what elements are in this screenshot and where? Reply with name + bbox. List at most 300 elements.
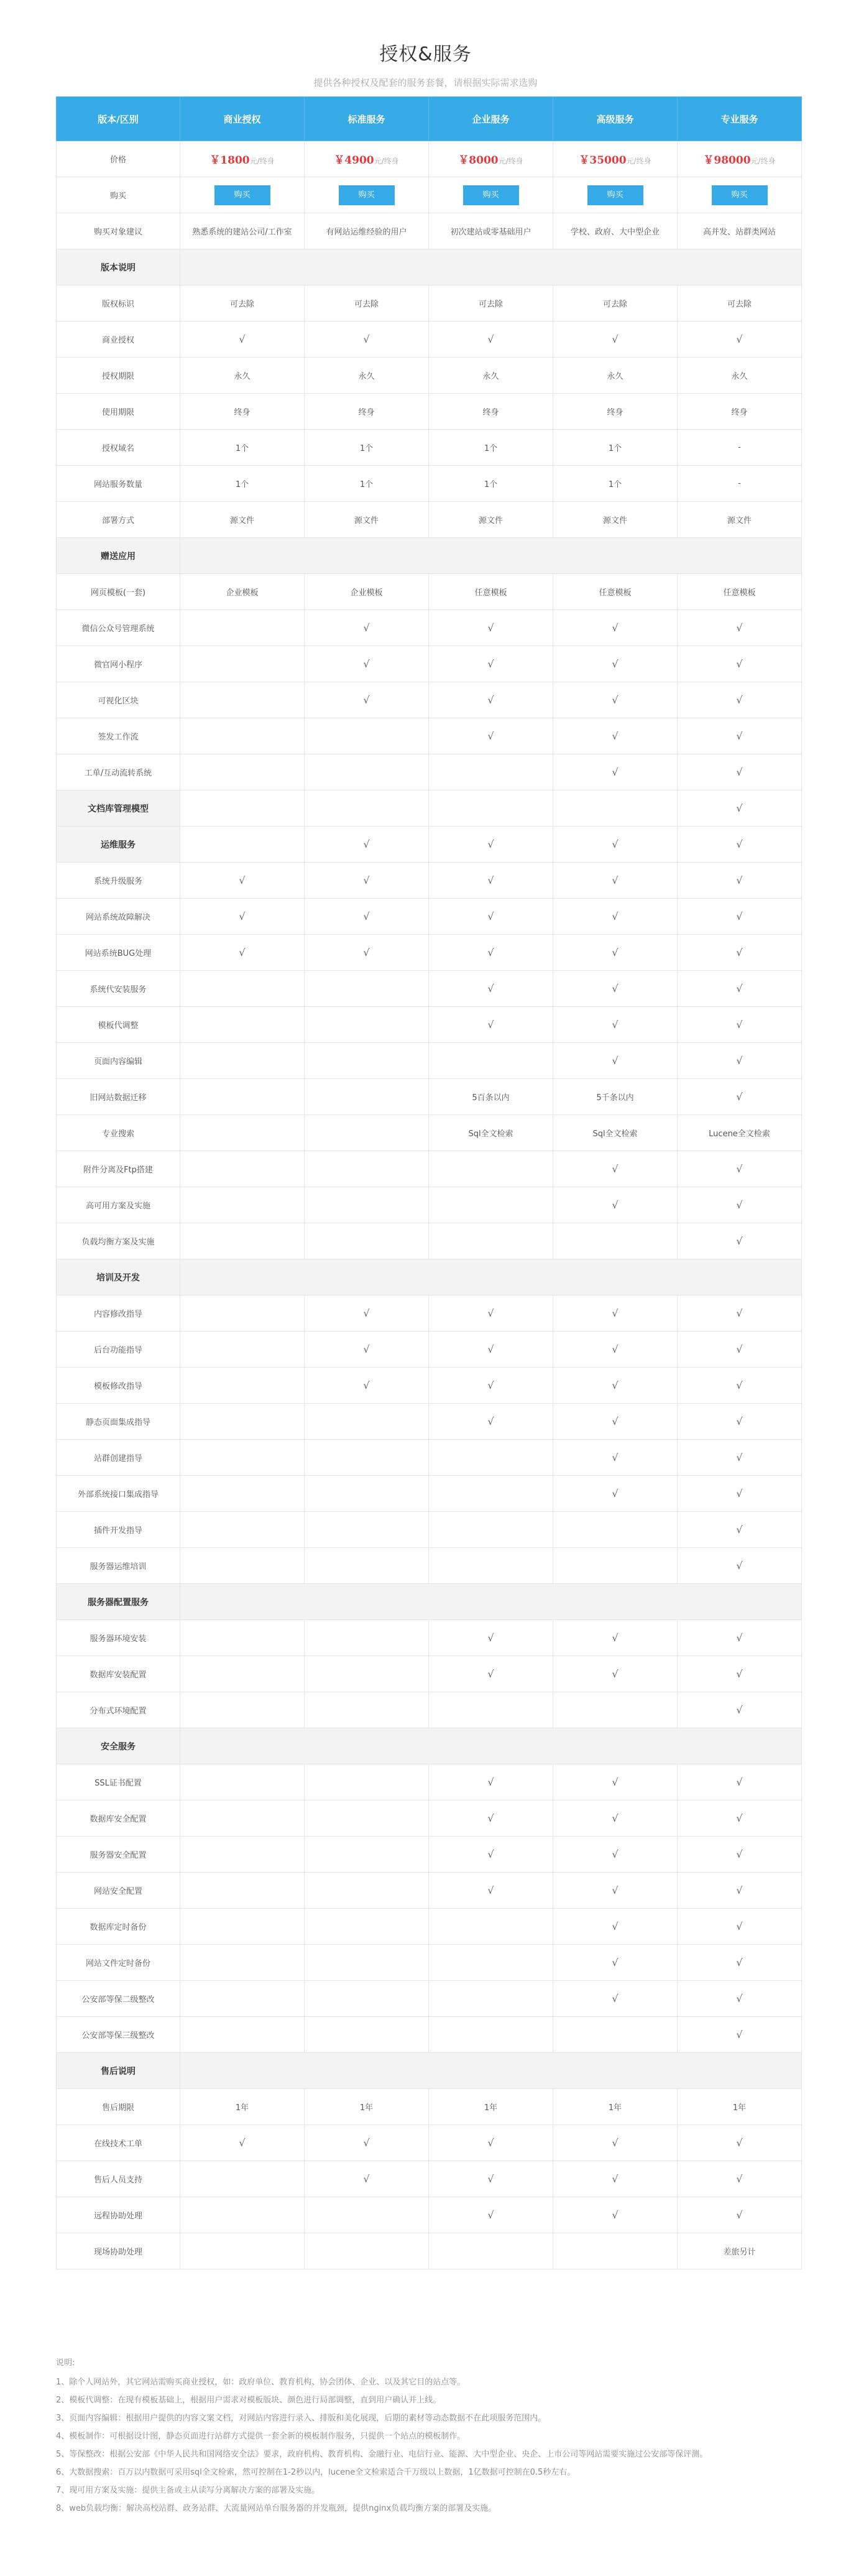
feature-cell: [305, 790, 429, 827]
row-label: 站群创建指导: [57, 1440, 180, 1476]
section-fill: [180, 1584, 802, 1620]
feature-row: [57, 935, 802, 971]
feature-cell: 终身: [305, 394, 429, 430]
page-subtitle: 提供各种授权及配套的服务套餐，请根据实际需求选购: [313, 77, 538, 88]
price-amount: ￥1800: [209, 154, 250, 167]
feature-cell: √: [678, 1007, 802, 1043]
price-amount: ￥35000: [579, 154, 627, 167]
feature-cell: [180, 1800, 305, 1837]
feature-cell: √: [553, 1332, 678, 1368]
feature-cell: √: [678, 1512, 802, 1548]
row-label: 公安部等保二级整改: [57, 1981, 180, 2017]
row-label: 网站系统故障解决: [57, 899, 180, 935]
feature-cell: [180, 718, 305, 754]
feature-cell: [429, 790, 553, 827]
feature-row: [57, 1873, 802, 1909]
feature-cell: √: [553, 971, 678, 1007]
buy-cell: [305, 177, 429, 213]
feature-cell: √: [678, 2161, 802, 2197]
section-fill: [180, 1259, 802, 1295]
column-header: 标准服务: [305, 97, 429, 141]
feature-cell: 5百条以内: [429, 1079, 553, 1115]
buy-cell: [553, 177, 678, 213]
row-label: 使用期限: [57, 394, 180, 430]
feature-cell: √: [553, 899, 678, 935]
feature-cell: √: [553, 2161, 678, 2197]
feature-cell: 任意模板: [553, 574, 678, 610]
feature-cell: √: [553, 1909, 678, 1945]
row-label: 网站安全配置: [57, 1873, 180, 1909]
feature-row: [57, 1151, 802, 1187]
feature-cell: √: [678, 1440, 802, 1476]
feature-row: [57, 1404, 802, 1440]
section-row: [57, 827, 802, 863]
feature-row: [57, 646, 802, 682]
price-cell: [429, 141, 553, 177]
row-label: 部署方式: [57, 502, 180, 538]
feature-cell: √: [678, 1404, 802, 1440]
feature-cell: 源文件: [553, 502, 678, 538]
feature-cell: [429, 1909, 553, 1945]
feature-cell: √: [553, 1151, 678, 1187]
feature-cell: [553, 1692, 678, 1728]
section-label: 服务器配置服务: [57, 1584, 180, 1620]
feature-cell: √: [678, 1837, 802, 1873]
feature-cell: √: [180, 935, 305, 971]
feature-row: [57, 1837, 802, 1873]
feature-cell: √: [429, 1620, 553, 1656]
buy-cell: [180, 177, 305, 213]
buy-button[interactable]: 购买: [463, 185, 519, 205]
feature-cell: 1个: [553, 430, 678, 466]
feature-cell: 学校、政府、大中型企业: [553, 213, 678, 249]
feature-cell: [180, 646, 305, 682]
feature-cell: √: [429, 2125, 553, 2161]
feature-cell: √: [553, 322, 678, 358]
feature-cell: √: [678, 1332, 802, 1368]
feature-cell: 1年: [180, 2089, 305, 2125]
row-label: 附件分离及Ftp搭建: [57, 1151, 180, 1187]
feature-cell: [305, 1404, 429, 1440]
buy-button[interactable]: 购买: [587, 185, 643, 205]
price-cell: [180, 141, 305, 177]
row-label: 页面内容编辑: [57, 1043, 180, 1079]
buy-cell: [678, 177, 802, 213]
section-fill: [180, 538, 802, 574]
feature-cell: [429, 1440, 553, 1476]
feature-cell: √: [553, 1620, 678, 1656]
feature-cell: √: [553, 1656, 678, 1692]
row-label: 静态页面集成指导: [57, 1404, 180, 1440]
feature-cell: √: [678, 1151, 802, 1187]
feature-cell: √: [553, 646, 678, 682]
feature-cell: √: [305, 1368, 429, 1404]
feature-cell: √: [429, 1368, 553, 1404]
feature-cell: √: [305, 935, 429, 971]
feature-cell: 终身: [553, 394, 678, 430]
feature-cell: √: [553, 1440, 678, 1476]
buy-button[interactable]: 购买: [339, 185, 395, 205]
price-cell: [305, 141, 429, 177]
feature-cell: √: [553, 1404, 678, 1440]
feature-cell: [429, 1151, 553, 1187]
row-label: 后台功能指导: [57, 1332, 180, 1368]
feature-cell: √: [305, 610, 429, 646]
feature-cell: √: [429, 646, 553, 682]
feature-cell: √: [305, 899, 429, 935]
feature-cell: 初次建站或零基础用户: [429, 213, 553, 249]
feature-cell: √: [553, 827, 678, 863]
feature-cell: 终身: [429, 394, 553, 430]
price-amount: ￥98000: [703, 154, 751, 167]
feature-cell: √: [429, 2197, 553, 2233]
feature-cell: √: [678, 610, 802, 646]
price-amount: ￥4900: [334, 154, 374, 167]
note-item: 2、模板代调整：在现有模板基础上，根据用户需求对模板版块、颜色进行局部调整，直到用户确认并上线。: [56, 2396, 441, 2405]
row-label: 网站服务数量: [57, 466, 180, 502]
feature-row: [57, 2017, 802, 2053]
feature-cell: 源文件: [180, 502, 305, 538]
feature-cell: [305, 1656, 429, 1692]
feature-cell: √: [678, 2125, 802, 2161]
feature-cell: [429, 1548, 553, 1584]
feature-row: [57, 1079, 802, 1115]
feature-cell: √: [429, 1332, 553, 1368]
section-label: 运维服务: [57, 827, 180, 863]
feature-cell: 永久: [429, 358, 553, 394]
feature-cell: √: [553, 1007, 678, 1043]
feature-cell: √: [678, 1909, 802, 1945]
feature-cell: [180, 1187, 305, 1223]
feature-row: [57, 1800, 802, 1837]
feature-cell: [180, 971, 305, 1007]
feature-cell: √: [429, 610, 553, 646]
feature-row: [57, 2089, 802, 2125]
feature-cell: 企业模板: [180, 574, 305, 610]
feature-cell: √: [429, 1007, 553, 1043]
section-row: [57, 790, 802, 827]
table-header-row: [57, 97, 802, 141]
feature-cell: √: [305, 1332, 429, 1368]
feature-cell: √: [678, 1873, 802, 1909]
feature-cell: √: [678, 1187, 802, 1223]
feature-cell: [305, 971, 429, 1007]
price-unit: 元/终身: [249, 157, 275, 165]
feature-cell: √: [553, 1187, 678, 1223]
feature-cell: √: [305, 2125, 429, 2161]
feature-cell: √: [678, 1548, 802, 1584]
row-label: 授权期限: [57, 358, 180, 394]
feature-row: [57, 358, 802, 394]
feature-cell: √: [429, 682, 553, 718]
feature-cell: 1个: [429, 466, 553, 502]
feature-cell: [180, 1115, 305, 1151]
feature-cell: [305, 1692, 429, 1728]
feature-cell: √: [305, 322, 429, 358]
feature-cell: [429, 2233, 553, 2269]
feature-cell: Sql全文检索: [553, 1115, 678, 1151]
feature-cell: [180, 2017, 305, 2053]
feature-cell: [180, 1873, 305, 1909]
row-label: 售后期限: [57, 2089, 180, 2125]
feature-cell: [180, 1007, 305, 1043]
feature-cell: [553, 1548, 678, 1584]
feature-cell: √: [553, 754, 678, 790]
feature-cell: √: [305, 2161, 429, 2197]
feature-cell: -: [678, 430, 802, 466]
price-unit: 元/终身: [374, 157, 399, 165]
feature-cell: √: [553, 1043, 678, 1079]
feature-row: [57, 1368, 802, 1404]
feature-cell: [305, 1151, 429, 1187]
feature-cell: √: [180, 2125, 305, 2161]
feature-cell: 源文件: [429, 502, 553, 538]
feature-cell: √: [429, 322, 553, 358]
feature-cell: √: [429, 1295, 553, 1332]
buy-row: [57, 177, 802, 213]
feature-cell: [180, 1476, 305, 1512]
feature-cell: [429, 1187, 553, 1223]
feature-cell: [305, 1476, 429, 1512]
feature-row: [57, 1548, 802, 1584]
feature-cell: √: [429, 1404, 553, 1440]
feature-cell: [305, 1043, 429, 1079]
feature-row: [57, 1043, 802, 1079]
note-item: 1、除个人网站外，其它网站需购买商业授权，如：政府单位、教育机构、协会团体、企业、以及其它目的站点等。: [56, 2378, 466, 2387]
feature-cell: √: [429, 863, 553, 899]
row-label: 签发工作流: [57, 718, 180, 754]
feature-cell: √: [553, 1873, 678, 1909]
page-title: 授权&服务: [379, 44, 472, 65]
feature-cell: [305, 754, 429, 790]
feature-cell: [180, 1043, 305, 1079]
feature-cell: 有网站运维经验的用户: [305, 213, 429, 249]
row-label: 专业搜索: [57, 1115, 180, 1151]
feature-row: [57, 285, 802, 322]
feature-cell: √: [678, 1800, 802, 1837]
feature-row: [57, 1981, 802, 2017]
column-header: 版本/区别: [57, 97, 180, 141]
feature-cell: [180, 754, 305, 790]
feature-cell: 1个: [180, 466, 305, 502]
feature-row: [57, 1945, 802, 1981]
feature-cell: 高并发、站群类网站: [678, 213, 802, 249]
feature-cell: √: [678, 646, 802, 682]
feature-cell: [305, 1115, 429, 1151]
row-label: 网站文件定时备份: [57, 1945, 180, 1981]
row-label: 购买对象建议: [57, 213, 180, 249]
feature-cell: 源文件: [678, 502, 802, 538]
buy-button[interactable]: 购买: [214, 185, 270, 205]
section-row: [57, 1584, 802, 1620]
feature-cell: √: [678, 790, 802, 827]
feature-row: [57, 1115, 802, 1151]
feature-cell: [305, 1800, 429, 1837]
feature-cell: 1个: [180, 430, 305, 466]
feature-cell: [553, 2233, 678, 2269]
feature-cell: 1年: [678, 2089, 802, 2125]
row-label: 高可用方案及实施: [57, 1187, 180, 1223]
section-fill: [180, 249, 802, 285]
feature-cell: [180, 2233, 305, 2269]
column-header: 商业授权: [180, 97, 305, 141]
note-item: 8、web负载均衡：解决高校站群、政务站群、大流量网站单台服务器的并发瓶颈，提供nginx负载均衡方案的部署及实施。: [56, 2504, 497, 2513]
feature-row: [57, 863, 802, 899]
row-label: 服务器运维培训: [57, 1548, 180, 1584]
feature-cell: [553, 2017, 678, 2053]
feature-cell: [180, 1945, 305, 1981]
feature-cell: √: [429, 1764, 553, 1800]
feature-cell: √: [678, 827, 802, 863]
feature-cell: 可去除: [305, 285, 429, 322]
row-label: 微官网小程序: [57, 646, 180, 682]
section-row: [57, 249, 802, 285]
feature-cell: 1年: [429, 2089, 553, 2125]
row-label: 系统代安装服务: [57, 971, 180, 1007]
feature-cell: √: [180, 322, 305, 358]
feature-cell: -: [678, 466, 802, 502]
feature-row: [57, 1512, 802, 1548]
feature-cell: 1个: [429, 430, 553, 466]
feature-cell: √: [180, 899, 305, 935]
buy-button[interactable]: 购买: [712, 185, 768, 205]
row-label: 授权域名: [57, 430, 180, 466]
feature-row: [57, 213, 802, 249]
feature-cell: 永久: [553, 358, 678, 394]
feature-row: [57, 2161, 802, 2197]
row-label: 服务器环境安装: [57, 1620, 180, 1656]
section-label: 版本说明: [57, 249, 180, 285]
price-cell: [678, 141, 802, 177]
feature-cell: [305, 1909, 429, 1945]
feature-cell: √: [678, 1692, 802, 1728]
feature-row: [57, 1223, 802, 1259]
feature-cell: Lucene全文检索: [678, 1115, 802, 1151]
feature-row: [57, 2233, 802, 2269]
feature-cell: √: [429, 1800, 553, 1837]
row-label: 在线技术工单: [57, 2125, 180, 2161]
column-header: 高级服务: [553, 97, 678, 141]
feature-cell: [305, 1873, 429, 1909]
feature-cell: [180, 682, 305, 718]
feature-cell: [180, 1368, 305, 1404]
feature-cell: 可去除: [553, 285, 678, 322]
row-label: 价格: [57, 141, 180, 177]
feature-cell: 终身: [180, 394, 305, 430]
row-label: 模板代调整: [57, 1007, 180, 1043]
feature-cell: √: [180, 863, 305, 899]
feature-cell: 永久: [180, 358, 305, 394]
pricing-table-wrapper: [56, 96, 801, 2269]
feature-cell: [305, 1079, 429, 1115]
feature-cell: √: [678, 1620, 802, 1656]
section-row: [57, 1728, 802, 1764]
feature-cell: [305, 2197, 429, 2233]
feature-cell: √: [678, 1079, 802, 1115]
price-cell: [553, 141, 678, 177]
feature-cell: 5千条以内: [553, 1079, 678, 1115]
feature-cell: √: [678, 863, 802, 899]
feature-cell: [305, 2017, 429, 2053]
feature-cell: [180, 1151, 305, 1187]
row-label: 模板修改指导: [57, 1368, 180, 1404]
feature-cell: [305, 1007, 429, 1043]
section-label: 赠送应用: [57, 538, 180, 574]
row-label: 服务器安全配置: [57, 1837, 180, 1873]
feature-cell: [305, 1981, 429, 2017]
section-label: 文档库管理模型: [57, 790, 180, 827]
feature-cell: √: [678, 682, 802, 718]
feature-cell: √: [553, 610, 678, 646]
feature-cell: √: [553, 718, 678, 754]
feature-cell: [429, 1512, 553, 1548]
feature-cell: √: [429, 1837, 553, 1873]
feature-cell: [429, 1476, 553, 1512]
row-label: SSL证书配置: [57, 1764, 180, 1800]
feature-cell: 永久: [678, 358, 802, 394]
feature-row: [57, 394, 802, 430]
pricing-table: [56, 96, 802, 2269]
feature-cell: √: [429, 899, 553, 935]
feature-cell: √: [305, 682, 429, 718]
feature-row: [57, 574, 802, 610]
feature-cell: √: [553, 682, 678, 718]
feature-row: [57, 466, 802, 502]
feature-row: [57, 1332, 802, 1368]
feature-cell: [180, 1656, 305, 1692]
feature-cell: √: [553, 1800, 678, 1837]
feature-cell: [553, 1512, 678, 1548]
feature-cell: √: [678, 322, 802, 358]
row-label: 数据库安装配置: [57, 1656, 180, 1692]
section-row: [57, 1259, 802, 1295]
feature-cell: [180, 1692, 305, 1728]
feature-cell: √: [553, 1945, 678, 1981]
notes-title: 说明:: [56, 2358, 75, 2368]
row-label: 分布式环境配置: [57, 1692, 180, 1728]
feature-cell: [305, 1512, 429, 1548]
feature-cell: [180, 1548, 305, 1584]
feature-row: [57, 718, 802, 754]
row-label: 数据库定时备份: [57, 1909, 180, 1945]
feature-row: [57, 322, 802, 358]
row-label: 负载均衡方案及实施: [57, 1223, 180, 1259]
feature-row: [57, 1620, 802, 1656]
feature-cell: [553, 790, 678, 827]
notes-section: [56, 2354, 801, 2518]
feature-row: [57, 610, 802, 646]
feature-cell: 任意模板: [678, 574, 802, 610]
feature-cell: 永久: [305, 358, 429, 394]
row-label: 现场协助处理: [57, 2233, 180, 2269]
feature-row: [57, 1187, 802, 1223]
feature-cell: √: [305, 863, 429, 899]
feature-row: [57, 430, 802, 466]
section-label: 售后说明: [57, 2053, 180, 2089]
feature-cell: √: [678, 718, 802, 754]
feature-cell: [429, 1043, 553, 1079]
feature-cell: √: [429, 718, 553, 754]
feature-row: [57, 682, 802, 718]
feature-cell: √: [678, 2197, 802, 2233]
note-item: 7、现可用方案及实施：提供主备或主从读写分离解决方案的部署及实施。: [56, 2486, 320, 2495]
feature-cell: [305, 2233, 429, 2269]
feature-cell: √: [553, 1764, 678, 1800]
note-item: 6、大数据搜索：百万以内数据可采用sql全文检索，然可控制在1-2秒以内，lucene全文检索适合千万级以上数据，1亿数据可控制在0.5秒左右。: [56, 2468, 576, 2477]
note-item: 5、等保整改：根据公安部《中华人民共和国网络安全法》要求，政府机构、教育机构、金融行业、电信行业、能源、大中型企业、央企、上市公司等网站需要实施过公安部等保评测。: [56, 2450, 708, 2459]
section-fill: [180, 2053, 802, 2089]
feature-cell: [180, 1764, 305, 1800]
